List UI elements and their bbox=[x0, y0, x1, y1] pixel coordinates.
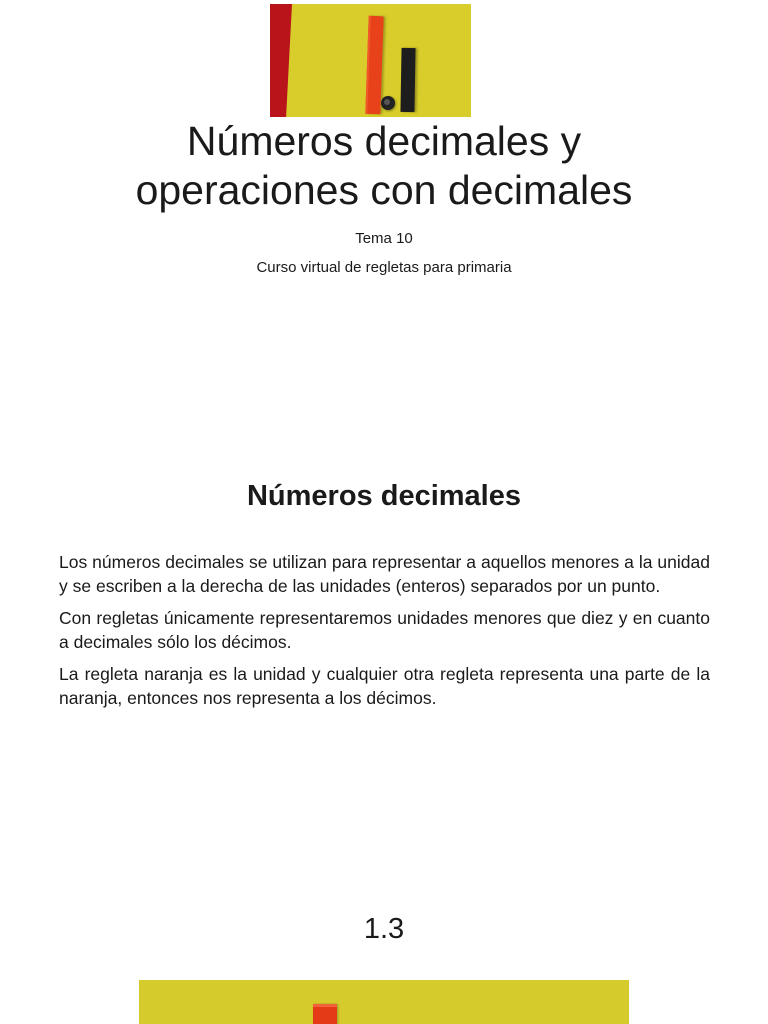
black-rod bbox=[400, 48, 415, 112]
paragraph: Los números decimales se utilizan para representar a aquellos menores a la unidad y se escriben a la derecha de las unidades (enteros) separados por un punto. bbox=[59, 552, 710, 596]
black-cube bbox=[381, 96, 395, 110]
course-subtitle: Curso virtual de regletas para primaria bbox=[256, 259, 512, 276]
red-rod-edge bbox=[270, 4, 292, 117]
topic-subtitle: Tema 10 bbox=[355, 230, 413, 247]
title-line-1: Números decimales y bbox=[186, 118, 582, 164]
regletas-photo bbox=[270, 4, 471, 117]
number-title: 1.3 bbox=[363, 913, 405, 945]
title-line-2: operaciones con decimales bbox=[135, 167, 633, 213]
orange-rod bbox=[313, 1004, 337, 1024]
paragraph: Con regletas únicamente representaremos unidades menores que diez y en cuanto a decimales sólo los décimos. bbox=[59, 608, 710, 652]
page-title bbox=[0, 117, 768, 215]
regletas-photo-1-3 bbox=[139, 980, 629, 1024]
paragraph: La regleta naranja es la unidad y cualquier otra regleta representa una parte de la naranja, entonces nos representa a los décimos. bbox=[59, 664, 710, 708]
section-title: Números decimales bbox=[246, 480, 521, 512]
body-text bbox=[59, 550, 710, 718]
